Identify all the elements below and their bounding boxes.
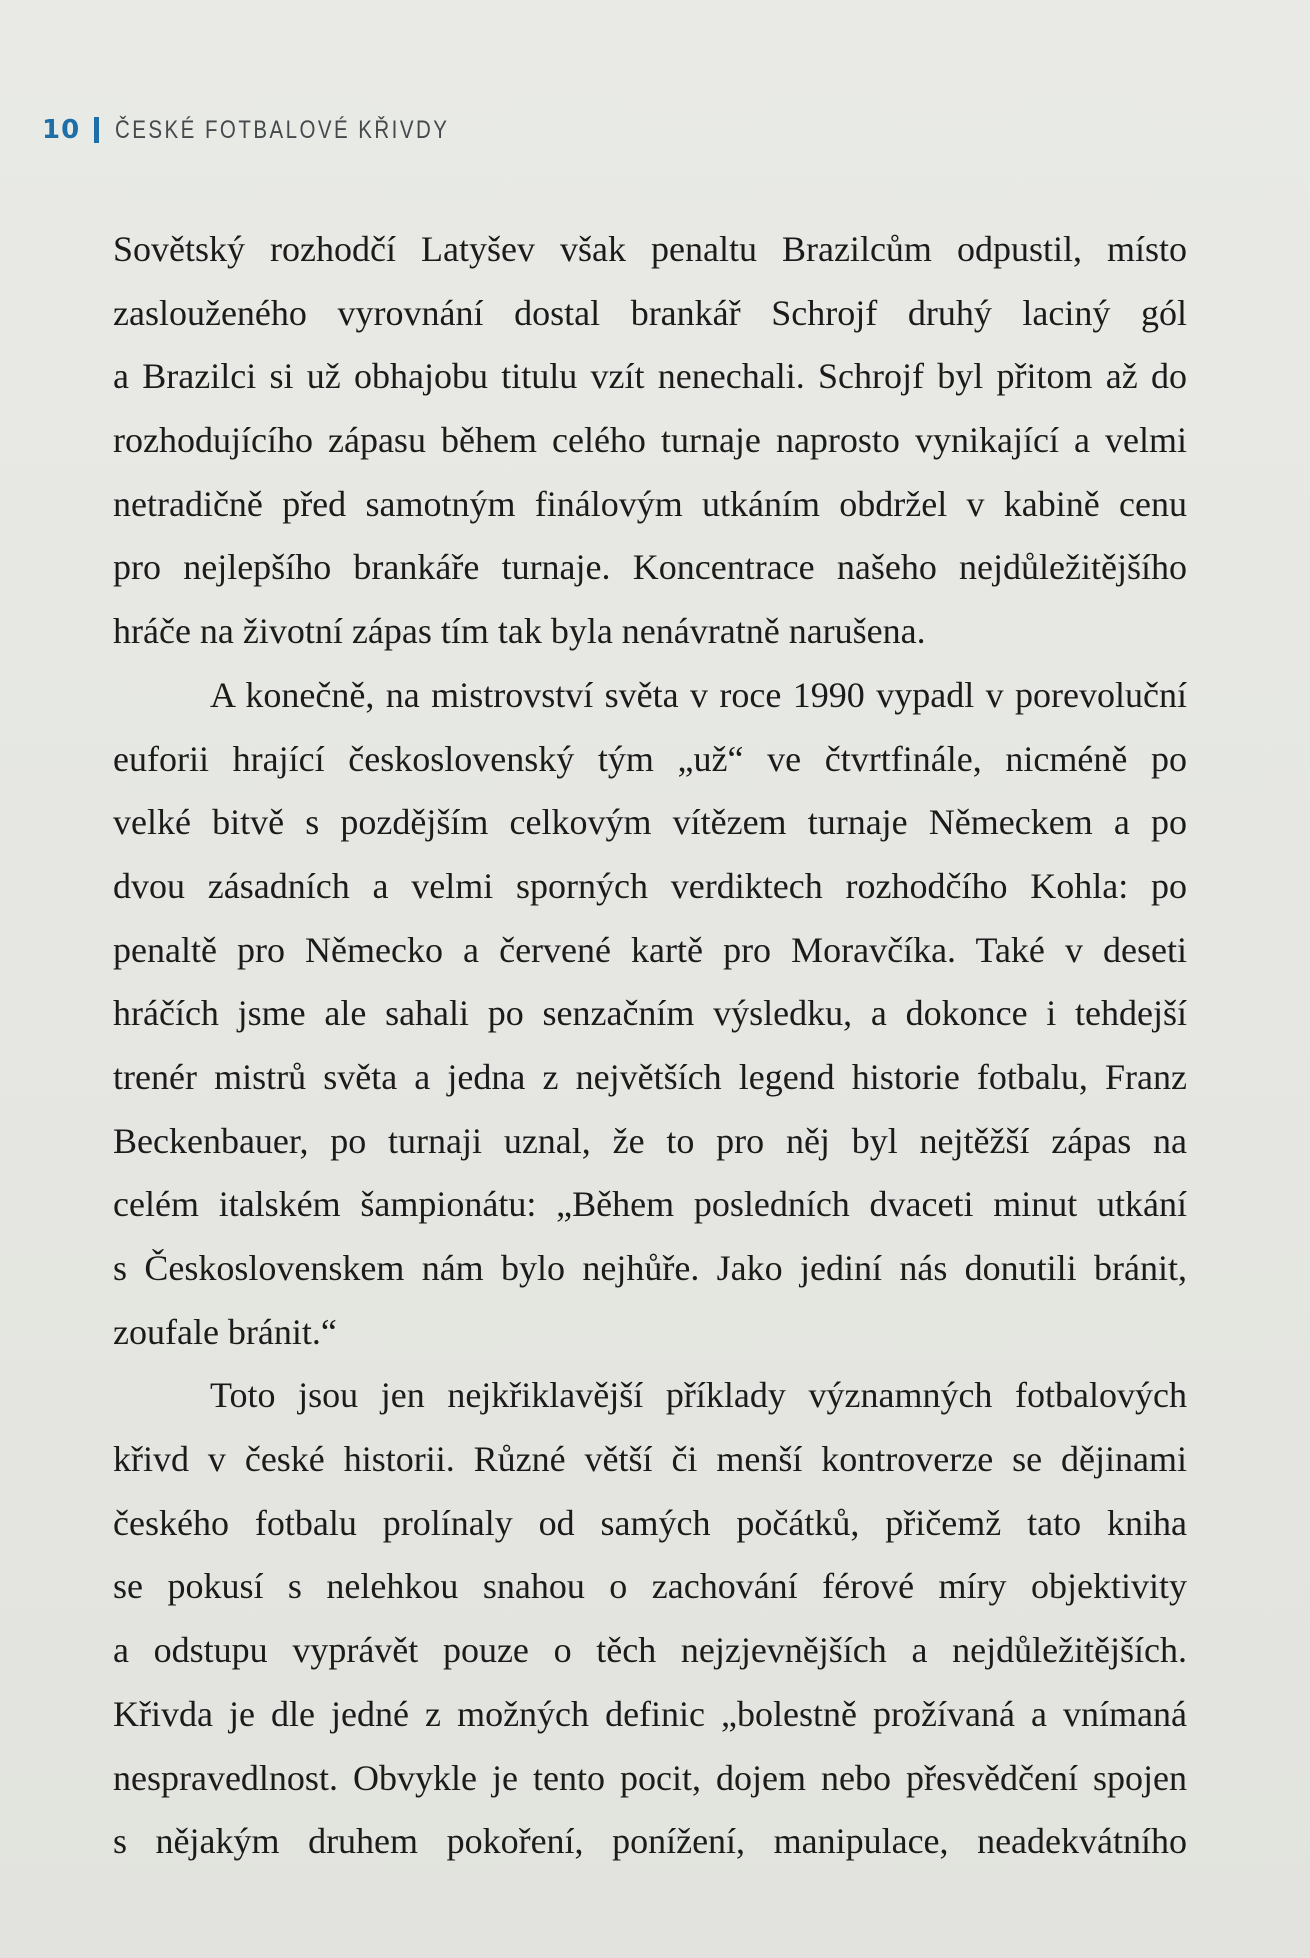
text-line: Sovětský rozhodčí Latyšev však penaltu Brazilcům odpustil, místo: [113, 229, 1187, 269]
text-line: dvou zásadních a velmi sporných verdiktech rozhodčího Kohla: po: [113, 865, 1187, 906]
paragraph: [113, 664, 1187, 1365]
text-line: hráčích jsme ale sahali po senzačním výsledku, a dokonce i tehdejší: [113, 993, 1187, 1034]
text-line: s Československem nám bylo nejhůře. Jako jediní nás donutili bránit,: [113, 1248, 1187, 1288]
text-line: se pokusí s nelehkou snahou o zachování férové míry objektivity: [113, 1566, 1187, 1607]
text-line: velké bitvě s pozdějším celkovým vítězem turnaje Německem a po: [113, 802, 1187, 843]
text-line: Toto jsou jen nejkřiklavější příklady významných fotbalových: [210, 1375, 1187, 1416]
text-line: s nějakým druhem pokoření, ponížení, manipulace, neadekvátního: [113, 1821, 1187, 1862]
text-line: a Brazilci si už obhajobu titulu vzít nenechali. Schrojf byl přitom až do: [113, 356, 1187, 397]
text-line: nespravedlnost. Obvykle je tento pocit, dojem nebo přesvědčení spojen: [113, 1757, 1187, 1798]
text-line: trenér mistrů světa a jedna z největších legend historie fotbalu, Franz: [113, 1056, 1187, 1097]
text-line: rozhodujícího zápasu během celého turnaje naprosto vynikající a velmi: [113, 420, 1187, 461]
text-line: křivd v české historii. Různé větší či menší kontroverze se dějinami: [113, 1439, 1187, 1480]
paragraph: [113, 218, 1187, 664]
text-line: zoufale bránit.“: [113, 1311, 337, 1352]
text-line: českého fotbalu prolínaly od samých počátků, přičemž tato kniha: [113, 1502, 1187, 1543]
page-number: 10: [42, 115, 81, 145]
body-text: [113, 218, 1187, 1874]
text-line: Křivda je dle jedné z možných definic „bolestně prožívaná a vnímaná: [113, 1693, 1187, 1734]
text-line: netradičně před samotným finálovým utkáním obdržel v kabině cenu: [113, 483, 1187, 524]
running-header: [42, 112, 523, 148]
text-line: zaslouženého vyrovnání dostal brankář Schrojf druhý laciný gól: [113, 292, 1187, 333]
text-line: A konečně, na mistrovství světa v roce 1990 vypadl v porevoluční: [210, 674, 1187, 715]
paragraph: [113, 1364, 1187, 1874]
text-line: euforii hrající československý tým „už“ ve čtvrtfinále, nicméně po: [113, 738, 1187, 779]
text-line: pro nejlepšího brankáře turnaje. Koncentrace našeho nejdůležitějšího: [113, 547, 1187, 588]
text-line: celém italském šampionátu: „Během posledních dvaceti minut utkání: [113, 1184, 1187, 1225]
text-line: a odstupu vyprávět pouze o těch nejzjevnějších a nejdůležitějších.: [113, 1630, 1187, 1671]
text-line: penaltě pro Německo a červené kartě pro Moravčíka. Také v deseti: [113, 929, 1187, 970]
running-title: ČESKÉ FOTBALOVÉ KŘIVDY: [115, 115, 450, 144]
text-line: hráče na životní zápas tím tak byla nenávratně narušena.: [113, 611, 926, 652]
header-separator: [94, 117, 99, 143]
text-line: Beckenbauer, po turnaji uznal, že to pro něj byl nejtěžší zápas na: [113, 1120, 1187, 1161]
